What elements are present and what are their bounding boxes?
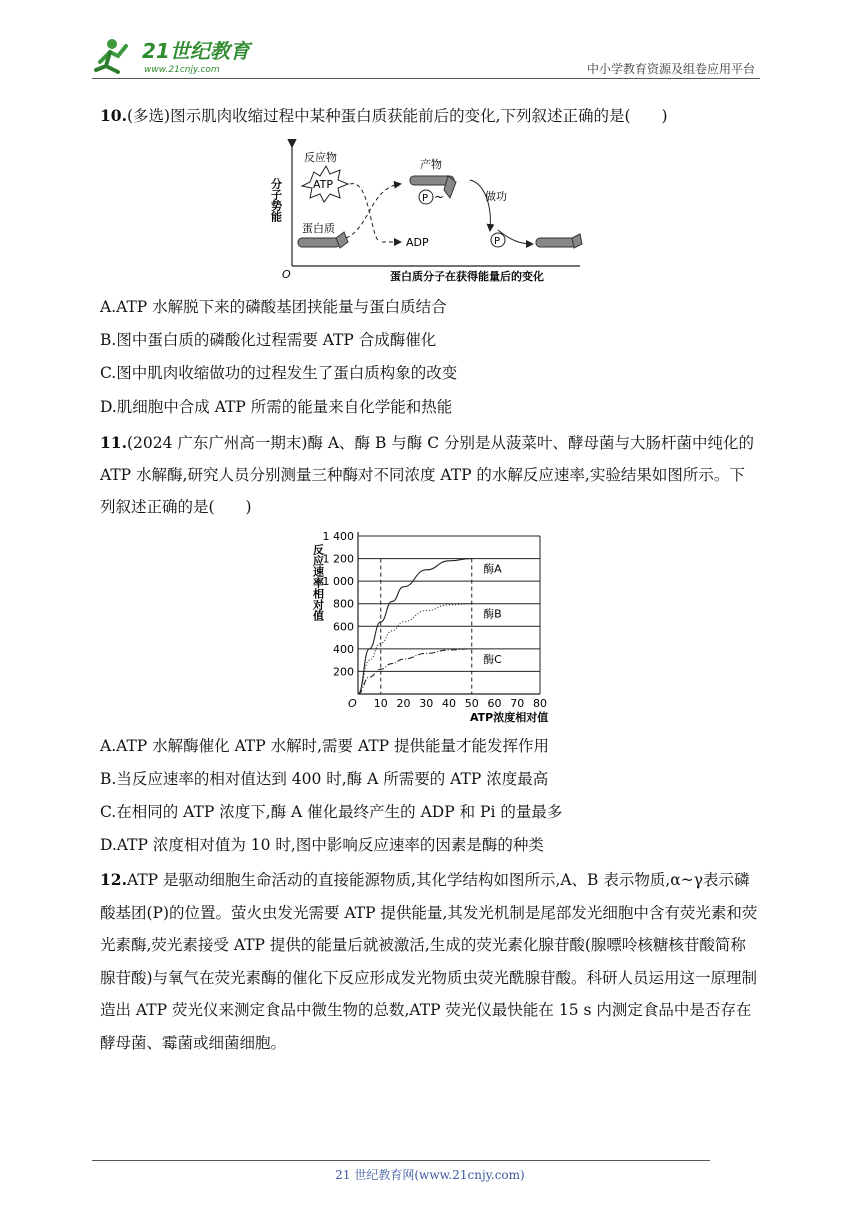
- q11-option-c: C.在相同的 ATP 浓度下,酶 A 催化最终产生的 ADP 和 Pi 的量最多: [100, 803, 563, 821]
- x-tick-label-80: 80: [533, 697, 547, 710]
- x-tick-label-20: 20: [396, 697, 411, 710]
- q11-stem-text: (2024 广东广州高一期末)酶 A、酶 B 与酶 C 分别是从菠菜叶、酵母菌与大肠杆菌中纯化的 ATP 水解酶,研究人员分别测量三种酶对不同浓度 ATP 的水解反应速率,实验结果如图所示。下列叙述正确的是( ): [100, 434, 755, 516]
- q10-number: 10.: [100, 106, 127, 125]
- diagram-p1: P: [422, 193, 429, 204]
- diagram-tilde: ~: [434, 190, 445, 204]
- chart-grid: [358, 536, 540, 671]
- diagram-reactant-label: 反应物: [304, 151, 337, 164]
- y-tick-label-200: 200: [333, 665, 354, 679]
- chart-origin-label: O: [348, 697, 357, 710]
- diagram-work-label: 做功: [485, 190, 507, 203]
- y-tick-label-800: 800: [333, 597, 354, 611]
- q12-text: [100, 864, 760, 1059]
- x-tick-label-40: 40: [442, 697, 456, 710]
- diagram-adp-label: ADP: [406, 236, 429, 249]
- diagram-p2: P: [494, 236, 501, 247]
- runner-icon: [96, 39, 126, 72]
- y-tick-label-1400: 1 400: [322, 530, 354, 543]
- protein-shape-icon: [298, 238, 340, 247]
- q10-option-c: C.图中肌肉收缩做功的过程发生了蛋白质构象的改变: [100, 364, 458, 382]
- q11-stem: [100, 427, 760, 523]
- footer-text: 21 世纪教育网(www.21cnjy.com): [335, 1168, 525, 1182]
- footer-divider: [92, 1160, 710, 1161]
- diagram-protein-label: 蛋白质: [302, 222, 335, 235]
- y-tick-label-400: 400: [333, 642, 354, 656]
- q10-stem: [100, 100, 760, 132]
- x-tick-label-10: 10: [373, 697, 388, 710]
- chart-ticks: [323, 530, 548, 710]
- y-tick-label-1200: 1 200: [322, 552, 354, 566]
- diagram-product-label: 产物: [420, 158, 442, 171]
- protein-final-icon: [536, 238, 576, 247]
- path-protein-to-product: [346, 184, 400, 238]
- q12-body: ATP 是驱动细胞生命活动的直接能源物质,其化学结构如图所示,A、B 表示物质,α~γ表示磷酸基团(P)的位置。萤火虫发光需要 ATP 提供能量,其发光机制是尾部发光细胞中含有荧光素和荧光素酶,荧光素接受 ATP 提供的能量后就被激活,生成的荧光素化腺苷酸(腺嘌呤核糖核苷酸简称腺苷酸)与氧气在荧光素酶的催化下反应形成发光物质虫荧光酰腺苷酸。科研人员运用这一原理制造出 ATP 荧光仪来测定食品中微生物的总数,ATP 荧光仪最快能在 15 s 内测定食品中是否存在酵母菌、霉菌或细菌细胞。: [100, 871, 758, 1052]
- header-divider: [92, 78, 760, 79]
- q11-option-a: A.ATP 水解酶催化 ATP 水解时,需要 ATP 提供能量才能发挥作用: [100, 737, 550, 755]
- x-tick-label-70: 70: [510, 697, 525, 710]
- chart-x-label: ATP浓度相对值: [470, 711, 549, 724]
- q10-stem-text: (多选)图示肌肉收缩过程中某种蛋白质获能前后的变化,下列叙述正确的是( ): [126, 107, 668, 125]
- x-tick-label-30: 30: [419, 697, 434, 710]
- series-label-2: 酶C: [483, 652, 502, 666]
- header-platform-text: 中小学教育资源及组卷应用平台: [586, 62, 755, 76]
- q11-option-d: D.ATP 浓度相对值为 10 时,图中影响反应速率的因素是酶的种类: [100, 836, 544, 854]
- y-tick-label-600: 600: [333, 620, 354, 634]
- series-label-1: 酶B: [483, 607, 502, 621]
- q10-option-b: B.图中蛋白质的磷酸化过程需要 ATP 合成酶催化: [100, 331, 437, 349]
- x-tick-label-60: 60: [487, 697, 502, 710]
- q10-diagram: [270, 138, 590, 286]
- site-logo: [92, 32, 272, 82]
- logo-url-text: www.21cnjy.com: [144, 65, 220, 75]
- path-atp-to-adp: [350, 184, 380, 242]
- work-arrow: [470, 180, 490, 230]
- q11-chart: [306, 526, 556, 726]
- x-tick-label-50: 50: [464, 697, 479, 710]
- chart-axes: [358, 532, 540, 694]
- q11-option-b: B.当反应速率的相对值达到 400 时,酶 A 所需要的 ATP 浓度最高: [100, 770, 549, 788]
- series-label-0: 酶A: [483, 562, 502, 576]
- diagram-origin: O: [282, 268, 291, 281]
- y-tick-label-1000: 1 000: [322, 575, 354, 589]
- diagram-y-label: 分子势能: [270, 178, 283, 222]
- q10-option-d: D.肌细胞中合成 ATP 所需的能量来自化学能和热能: [100, 398, 453, 416]
- q11-number: 11.: [100, 433, 127, 452]
- diagram-x-label: 蛋白质分子在获得能量后的变化: [390, 270, 544, 283]
- q10-option-a: A.ATP 水解脱下来的磷酸基团挟能量与蛋白质结合: [100, 298, 447, 316]
- q12-number: 12.: [100, 870, 127, 889]
- diagram-atp-label: ATP: [313, 178, 334, 191]
- logo-main-text: 21世纪教育: [142, 39, 250, 63]
- chart-y-label: 反应速率相对值: [311, 544, 325, 621]
